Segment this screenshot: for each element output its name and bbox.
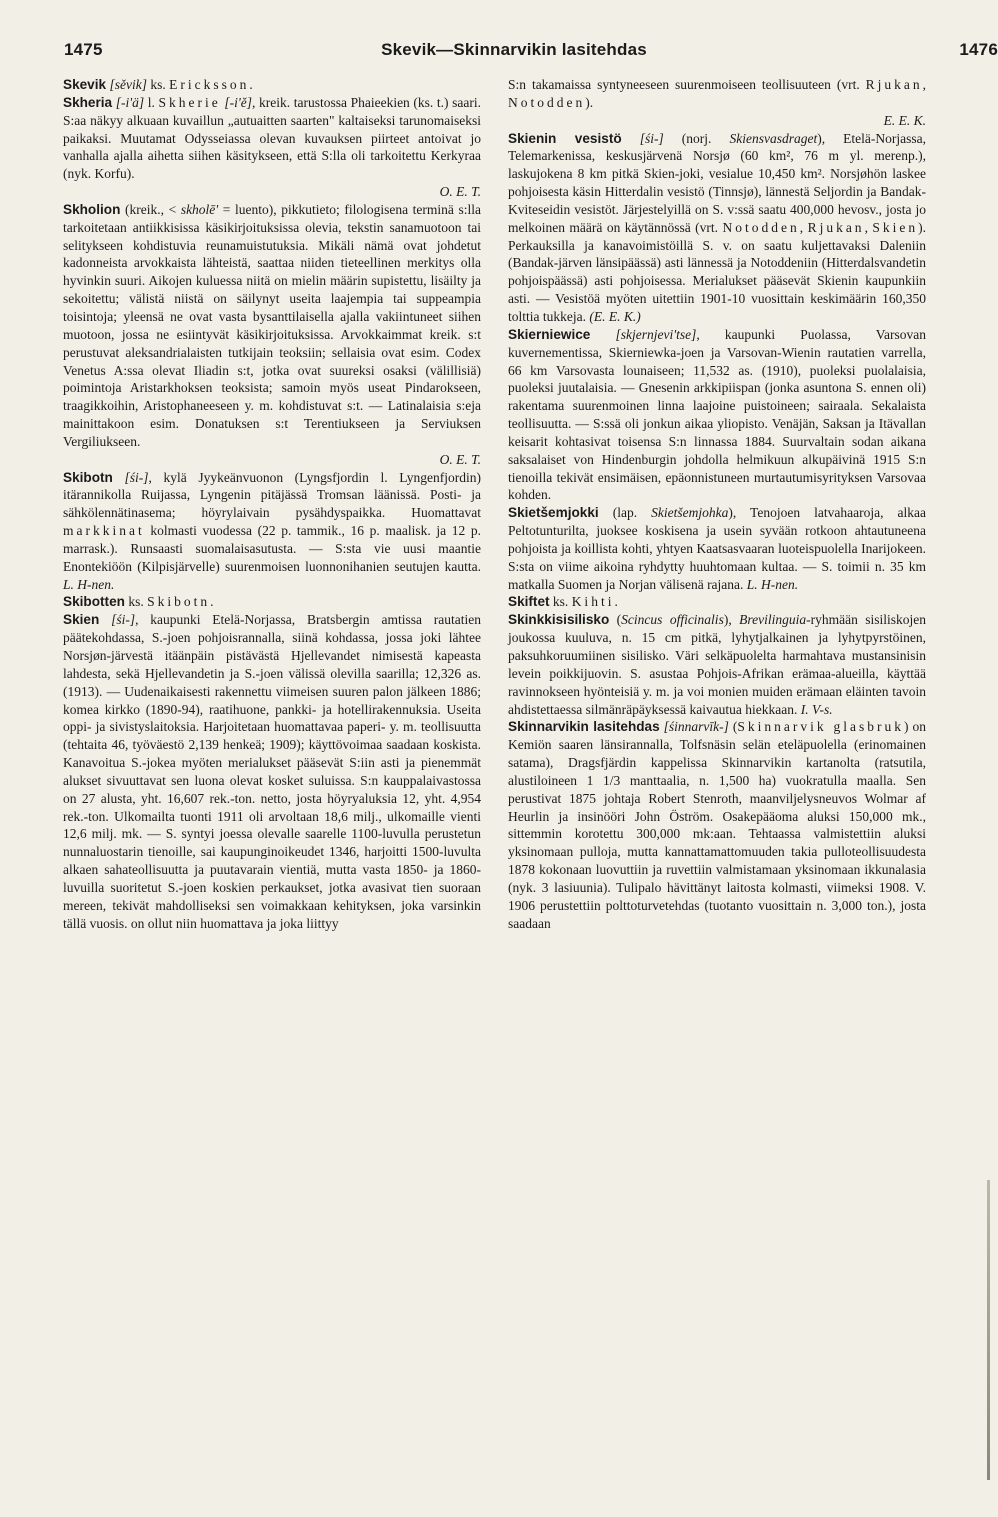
entry-text: ( [609,612,622,628]
entry-skietsemjokki [508,504,926,593]
headword: Skinnarvikin lasitehdas [508,719,660,735]
headword: Skienin vesistö [508,130,622,146]
entry-text: ks. [549,594,572,610]
cross-reference: Kihti [571,594,615,610]
page-number-right: 1476 [959,40,998,59]
entry-text: ks. [124,594,148,610]
cross-reference: Ericksson [169,77,250,92]
entry-skheria [63,94,481,183]
pronunciation: [śi-] [639,130,664,146]
entry-text: , kaupunki Etelä-Norjassa, Bratsbergin amtissa rautatien päätekohdassa, S.-joen pohjoisrannalla, siinä kohdassa, jossa joki lähtee Norsjøn-järvestä itäänpäin pistävästä Hjellevandet nimisestä kapeasta lahdesta, sekä Hjellevandetin ja S.-joen välissä olevilla saarilla; 12,326 as. (1913). — Uudenaikaisesti rakennettu viimeisen suuren palon jälkeen 1886; komea kirkko (1890-94), raatihuone, pankki- ja hotellirakennuksia. Useita oppi- ja sivistyslaitoksia. Harjoitetaan huomattavaa paperi- y. m. teollisuutta (tehtaita 46, työväestö 2,139 henkeä; 1909); käyttövoimaa saadaan koskista. Kanavoitua S.-jokea myöten merialukset pääsevät S:iin asti ja pienemmät alukset sivuuttavat sen luona olevat kosket suluissa. S:n kauppalaivastossa on 27 alusta, yht. 16,607 rek.-ton. netto, josta höyryaluksia 12, yht. 4,954 rek.-ton. Ulkomailta tuonti 1911 oli arvoltaan 18,6 milj., ulkomaille vienti 12,6 milj. mk. — S. syntyi joessa olevalle saarelle 1100-luvulla perustetun nunnaluostarin tienoille, sai kaupunginoikeudet 1346, harjoitti 1500-luvulta alkaen sahateollisuutta ja puutavarain vientiä, mutta vasta 1850- ja 1860-luvuilla suoritetut S.-joen koskien perkaukset, jotka avasivat tien suoraan mereen, tekivät mahdolliseksi sen voimakkaan kehityksen, joka varsinkin tällä vuosis. on ollut niin huomattava ja joka liittyy [63,612,481,931]
entry-text: , [799,219,808,235]
entry-text: ), Etelä-Norjassa, Telemarkenissa, keskusjärvenä Norsjø (60 km², 76 m yl. merenp.), laskujokena 8 km pitkä Skien-joki, vesialue 10,450 km². Norsjøhön laskee pohjoisesta käsin Hitterdalin vesistö (Tinnsjø), lännestä Seljordin ja Bandak-Kviteseidin vesistöt. Järjestelyillä on S. v:ssä saatu 400,000 hevosv., josta jo melkoinen määrä on käytännössä (vrt. [508,130,927,235]
entry-text: , [864,219,873,235]
cross-reference: Notodden [722,219,800,235]
entry-text: (norj. [663,130,730,146]
author-signature: E. E. K. [883,112,926,128]
entry-text: , [922,77,926,92]
entry-text: ). Perkauksilla ja kanavoimistöillä S. v. on saatu kuljettavaksi Daleniin (Bandak-järven länsipäässä) asti lännessä ja Notoddeniin (Hitterdalsvandetin pohjoispäässä) asti pohjoisessa. Merialukset pääsevät Skienin kaupunkiin asti. — Vesistöä myöten uitettiin 1901-10 vuosittain keskimäärin 160,350 tolttia tukkeja. [508,219,927,324]
author-signature: L. H-nen. [746,576,799,592]
pronunciation: [śi-] [124,469,149,485]
author-signature: O. E. T. [439,451,481,467]
etymology: skholē' [180,201,219,217]
author-signature: I. V-s. [800,701,833,717]
entry-text: . [249,77,253,92]
entry-text: -ryhmään sisiliskojen joukossa kuuluva, n. 15 cm pitkä, lyhytjalkainen ja lyhytpyrstöinen, paksuhkoruumiinen sisilisko. Väri selkäpuolelta harmahtava mustansinisin levein poikkijuovin. S. asustaa Pohjois-Afrikan erämaa-alueilla, käyttää ravinnokseen hyönteisiä y. m. ja voi monien muiden erämaan eläinten tavoin ahdistettaessa silmänräpäyksessä kaivautua hiekkaan. [508,612,926,717]
cross-reference: Skien [872,219,919,235]
author-signature: O. E. T. [439,184,481,200]
page-edge-shadow [987,1180,990,1480]
cross-reference: Rjukan [865,77,923,92]
headword: Skheria [63,94,113,110]
entry-text: ), [723,612,740,628]
cross-reference: Skherie [158,94,221,110]
author-signature: L. H-nen. [63,576,115,592]
latin-name: Scincus officinalis [621,612,724,628]
headword: Skiftet [508,594,550,610]
entry-text: kolmasti vuodessa (22 p. tammik., 16 p. maalisk. ja 12 p. marrask.). Runsaasti suomalaisasutusta. — S:sta vie uusi maantie Enontekiöön (Kilpisjärvelle) suurenmoisen luonnonihanien seutujen kautta. [63,523,481,574]
entry-skholion [63,201,481,451]
entry-text: = luento), pikkutieto; filologisena terminä s:lla tarkoitetaan antiikkisissa käsikirjoituksissa olevia, tekstin sanamuotoon tai selitykseen kohdistuvia reunamuistutuksia. Mikäli nämä ovat johdetut kadonneista arvokkaista lähteistä, saattaa niiden tieteellinen merkitys olla hyvinkin suuri. Aikojen kuluessa niitä on mielin määrin supistettu, lisäilty ja sekoitettu; välistä niistä on säilynyt useita laajempia tai suppeampia toisintoja; yleensä ne ovat vasta bysanttilaisella ajalla vakiintuneet siihen muotoon, jossa ne esiintyvät käsikirjoituksissa. Arvokkaimmat kreik. s:t perustuvat aleksandrialaisten tutkijain teoksiin; sellaisia ovat esim. Codex Venetus A:ssa olevat Iliadin s:t, jotka ovat suureksi osaksi (välillisiä) poimintoja Aristarkhoksen teoksista; samoin myös useat Pindarokseen, traagikkoihin, Aristophaneeseen y. m. kohdistuvat s:t. — Latinalaisia s:eja mainittakoon esim. Donatuksen s:t Terentiukseen ja Serviuksen Vergiliukseen. [63,201,481,449]
entry-skiftet [508,593,926,611]
headword: Skevik [63,77,107,92]
entry-text: ). [585,94,594,110]
pronunciation: [śinnarvīk-] [663,719,729,735]
headword: Skinkkisisilisko [508,612,610,628]
entry-skinnarvikin-lasitehdas [508,718,926,932]
foreign-term: Skiensvasdraget [729,130,818,146]
author-signature: (E. E. K.) [589,308,641,324]
headword: Skibotten [63,594,125,610]
entry-skierniewice [508,326,926,504]
pronunciation: [śi-] [111,612,136,628]
entry-text: . [614,594,618,610]
right-column [508,76,926,933]
entry-text: ) on Kemiön saaren länsirannalla, Tolfsnäsin selän eteläpuolella (erinomainen satama), Dragsfjärdin kappelissa Skinnarvikin kartanolta (ratsutila, alustiloineen 1 1/3 manttaalia, n. 1,500 ha) vuokratulla maalla. Sen perustivat 1875 johtaja Robert Stenroth, maanviljelysneuvos Wolmar af Heurlin ja insinööri John Öström. Osakepääoma aluksi 150,000 mk., sittemmin korotettu 300,000 mk:aan. Tehtaassa valmistettiin aluksi yksinomaan pulloja, mutta kannattamattomuuden takia pulloteollisuudesta 1878 kokonaan luovuttiin ja ruvettiin valmistamaan yksinomaan ikkunalasia (nyk. 3 lasiuunia). Tulipalo hävittänyt laitosta kolmasti, viimeksi 1908. V. 1906 perustettiin polttoturvetehdas (tuotanto vuosittain n. 3,000 ton.), josta saadaan [508,719,926,931]
pronunciation: [sěvik] [109,77,147,92]
entry-text: , kylä Jyykeänvuonon (Lyngsfjordin l. Lyngenfjordin) itärannikolla Ruijassa, Lyngenin pitäjässä Tromsan läänissä. Posti- ja sähkölennätinasema; höyrylaivain pysähdyspaikka. Huomattavat [63,469,482,521]
entry-skinkkisisilisko [508,611,926,718]
page-number-left: 1475 [64,40,103,59]
alternate-name: Skinnarvik glasbruk [737,719,905,735]
foreign-term: Skietšemjohka [651,505,729,521]
entry-skienin-vesisto [508,130,926,326]
cross-reference: Notodden [508,94,586,110]
entry-text: ( [728,719,738,735]
headword: Skien [63,612,100,628]
entry-skibotten [63,593,481,611]
headword: Skietšemjokki [508,505,599,521]
entry-skevik [63,76,481,94]
cross-reference: Rjukan [807,219,865,235]
running-title: Skevik—Skinnarvikin lasitehdas [381,40,647,59]
headword: Skholion [63,201,121,217]
entry-skibotn [63,469,481,594]
entry-skien-continued [508,76,926,112]
emphasis: markkinat [63,523,145,539]
entry-text: S:n takamaissa syntyneeseen suurenmoiseen teollisuuteen (vrt. [508,77,866,92]
column-gutter [494,76,495,1486]
pronunciation: [skjernjevi'tse] [615,326,697,342]
entry-text: l. [144,94,159,110]
headword: Skibotn [63,469,113,485]
entry-text: , kreik. tarustossa Phaieekien (ks. t.) saari. S:aa näkyy alkuaan kuvaillun „autuaitten saarten" kaltaiseksi tarunomaiseksi paikaksi. Muutamat Odysseiassa olevan kuvauksen piirteet antoivat jo vanhalla ajalla aihetta siihen käsitykseen, että S:lla oli tarkoitettu Kerkyraa (nyk. Korfu). [63,94,482,182]
cross-reference: Skibotn [147,594,211,610]
entry-text: ks. [146,77,170,92]
entry-text: , kaupunki Puolassa, Varsovan kuvernementissa, Skierniewka-joen ja Varsovan-Wienin rautatien varrella, 66 km Varsovasta lounaiseen; 11,532 as. (1910), puoleksi puolalaisia, puoleksi juutalaisia. — Gnesenin arkkipiispan (jonka asuntona S. ennen oli) rakentama suurenmoinen linna laajoine puistoineen; sairaala. Sekalaista teollisuutta. — S:ssä oli jonkun aikaa yliopisto. Venäjän, Saksan ja Itävallan keisarit kohtasivat toisensa S:n linnassa 1884. Suurvaltain sodan aikana saksalaiset von Hindenburgin johdolla helmikuun alkupäivinä 1915 S:n tienoilla tekivät ensimäisen, epäonnistuneen murtautumisyrityksen Varsovaa kohden. [508,326,926,503]
entry-text: (kreik., < [120,201,181,217]
entry-text: . [210,594,214,610]
entry-text: ), Tenojoen latvahaaroja, alkaa Peltotunturilta, juoksee koskisena ja usein syvään rotkoon ahtautuneena pohjoista ja koillista kohti, yhtyen Kaatsasvaaran luoteispuolella Inarijokeen. S:sta on viime aikoina ryhdytty huuhtomaan kultaa. — S. toimii n. 35 km matkalla Suomen ja Norjan välisenä rajana. [508,505,926,592]
entry-text: (lap. [598,505,652,521]
pronunciation: [-i'ä] [115,94,145,110]
left-column [63,76,481,933]
pronunciation: [-i'ě] [220,94,253,110]
latin-name: Brevilinguia [739,612,807,628]
headword: Skierniewice [508,326,591,342]
page-header [64,40,998,66]
entry-skien [63,611,481,932]
